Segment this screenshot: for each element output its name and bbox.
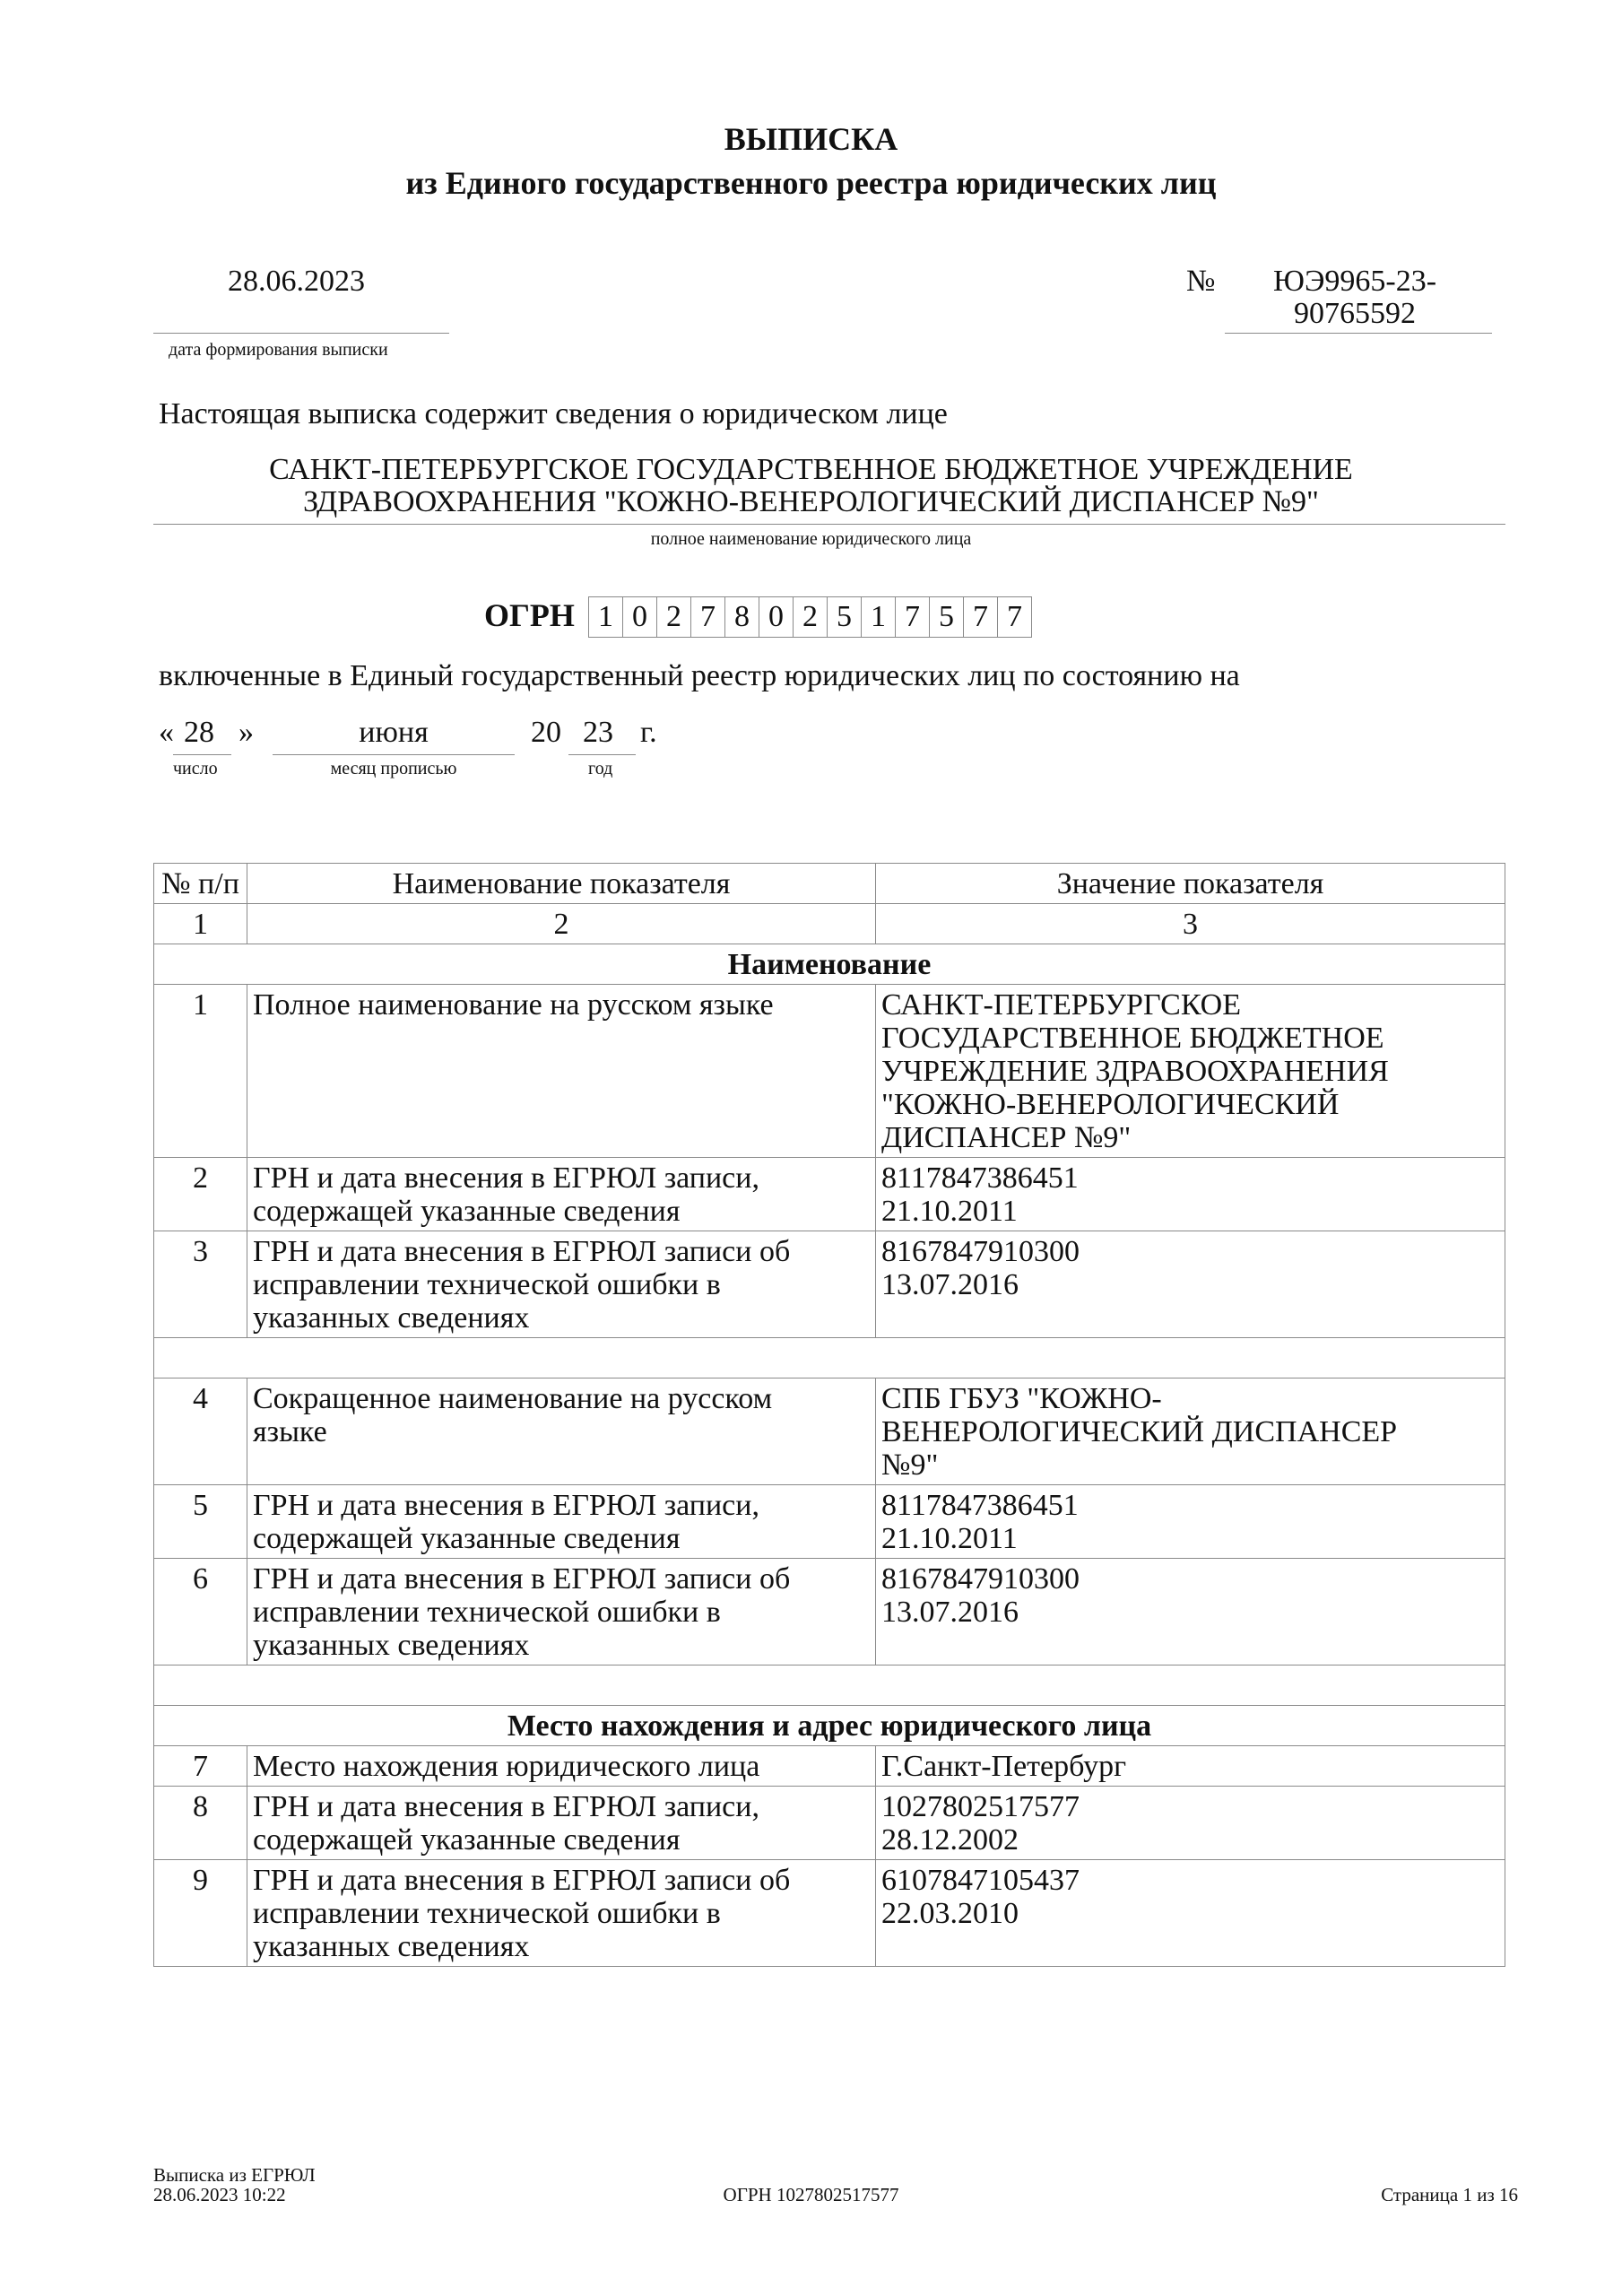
footer-timestamp: 28.06.2023 10:22 bbox=[153, 2184, 286, 2205]
spacer-cell bbox=[154, 1338, 1505, 1378]
row-name: ГРН и дата внесения в ЕГРЮЛ записи, содержащей указанные сведения bbox=[247, 1158, 876, 1231]
table-row bbox=[154, 1485, 1505, 1559]
state-text: включенные в Единый государственный реестр юридических лиц по состоянию на bbox=[159, 659, 1240, 692]
header-cell: Значение показателя bbox=[876, 864, 1505, 904]
row-number: 2 bbox=[154, 1158, 247, 1231]
row-value: 8117847386451 21.10.2011 bbox=[876, 1485, 1505, 1559]
table-row bbox=[154, 1378, 1505, 1485]
row-number: 1 bbox=[154, 985, 247, 1158]
table-row bbox=[154, 985, 1505, 1158]
table-row bbox=[154, 1559, 1505, 1665]
table-header-row bbox=[154, 864, 1505, 904]
column-number: 2 bbox=[247, 904, 876, 944]
table-column-numbers-row bbox=[154, 904, 1505, 944]
org-name-caption: полное наименование юридического лица bbox=[650, 529, 972, 549]
section-title: Место нахождения и адрес юридического лица bbox=[154, 1706, 1505, 1746]
ogrn-digit: 7 bbox=[895, 596, 930, 638]
row-number: 3 bbox=[154, 1231, 247, 1338]
row-number: 6 bbox=[154, 1559, 247, 1665]
quote-open: « bbox=[159, 716, 174, 749]
intro-text: Настоящая выписка содержит сведения о юридическом лице bbox=[159, 397, 948, 430]
register-table bbox=[153, 863, 1505, 1967]
quote-close: » bbox=[239, 716, 254, 749]
row-value: 6107847105437 22.03.2010 bbox=[876, 1860, 1505, 1967]
column-number: 1 bbox=[154, 904, 247, 944]
row-value: 8167847910300 13.07.2016 bbox=[876, 1559, 1505, 1665]
table-row bbox=[154, 1787, 1505, 1860]
month-underline bbox=[273, 754, 515, 755]
ogrn-digit: 1 bbox=[588, 596, 623, 638]
day-caption: число bbox=[173, 759, 218, 778]
section-row-address bbox=[154, 1706, 1505, 1746]
row-name: Место нахождения юридического лица bbox=[247, 1746, 876, 1787]
row-value: САНКТ-ПЕТЕРБУРГСКОЕ ГОСУДАРСТВЕННОЕ БЮДЖЕТНОЕ УЧРЕЖДЕНИЕ ЗДРАВООХРАНЕНИЯ "КОЖНО-ВЕНЕРОЛОГИЧЕСКИЙ ДИСПАНСЕР №9" bbox=[876, 985, 1505, 1158]
year-suffix: г. bbox=[640, 716, 657, 749]
extract-number-line2: 90765592 bbox=[1294, 297, 1416, 330]
row-value: 8117847386451 21.10.2011 bbox=[876, 1158, 1505, 1231]
number-sign: № bbox=[1186, 265, 1216, 298]
section-row-naming bbox=[154, 944, 1505, 985]
state-month: июня bbox=[359, 716, 429, 749]
org-full-name-line2: ЗДРАВООХРАНЕНИЯ "КОЖНО-ВЕНЕРОЛОГИЧЕСКИЙ ДИСПАНСЕР №9" bbox=[303, 485, 1319, 518]
row-name: ГРН и дата внесения в ЕГРЮЛ записи об исправлении технической ошибки в указанных сведениях bbox=[247, 1860, 876, 1967]
ogrn-digit: 5 bbox=[827, 596, 862, 638]
row-name: ГРН и дата внесения в ЕГРЮЛ записи об исправлении технической ошибки в указанных сведениях bbox=[247, 1231, 876, 1338]
row-name: Полное наименование на русском языке bbox=[247, 985, 876, 1158]
state-year: 23 bbox=[583, 716, 613, 749]
year-underline bbox=[568, 754, 636, 755]
row-value: 8167847910300 13.07.2016 bbox=[876, 1231, 1505, 1338]
org-name-underline bbox=[153, 524, 1505, 525]
year-caption: год bbox=[588, 759, 613, 778]
ogrn-digit: 7 bbox=[690, 596, 725, 638]
day-underline bbox=[173, 754, 231, 755]
spacer-cell bbox=[154, 1665, 1505, 1706]
document-title: ВЫПИСКА bbox=[724, 121, 898, 157]
row-value: 1027802517577 28.12.2002 bbox=[876, 1787, 1505, 1860]
header-cell: № п/п bbox=[154, 864, 247, 904]
extract-date: 28.06.2023 bbox=[228, 265, 365, 298]
ogrn-digit: 0 bbox=[622, 596, 657, 638]
ogrn-digit: 5 bbox=[929, 596, 964, 638]
footer-page-number: Страница 1 из 16 bbox=[1381, 2184, 1518, 2205]
footer-ogrn: ОГРН 1027802517577 bbox=[723, 2184, 899, 2205]
row-name: ГРН и дата внесения в ЕГРЮЛ записи, содержащей указанные сведения bbox=[247, 1485, 876, 1559]
ogrn-digit: 8 bbox=[724, 596, 759, 638]
month-caption: месяц прописью bbox=[330, 759, 457, 778]
header-cell: Наименование показателя bbox=[247, 864, 876, 904]
row-value: СПБ ГБУЗ "КОЖНО- ВЕНЕРОЛОГИЧЕСКИЙ ДИСПАНСЕР №9" bbox=[876, 1378, 1505, 1485]
state-century: 20 bbox=[531, 716, 561, 749]
extract-number-line1: ЮЭ9965-23- bbox=[1273, 265, 1437, 298]
section-title: Наименование bbox=[154, 944, 1505, 985]
ogrn-digit-boxes bbox=[589, 596, 1032, 638]
date-underline bbox=[153, 333, 449, 334]
row-number: 9 bbox=[154, 1860, 247, 1967]
column-number: 3 bbox=[876, 904, 1505, 944]
row-value: Г.Санкт-Петербург bbox=[876, 1746, 1505, 1787]
footer-title: Выписка из ЕГРЮЛ bbox=[153, 2164, 316, 2186]
ogrn-digit: 1 bbox=[861, 596, 896, 638]
org-full-name-line1: САНКТ-ПЕТЕРБУРГСКОЕ ГОСУДАРСТВЕННОЕ БЮДЖЕТНОЕ УЧРЕЖДЕНИЕ bbox=[269, 453, 1353, 486]
row-name: ГРН и дата внесения в ЕГРЮЛ записи об исправлении технической ошибки в указанных сведениях bbox=[247, 1559, 876, 1665]
ogrn-digit: 2 bbox=[656, 596, 691, 638]
row-name: ГРН и дата внесения в ЕГРЮЛ записи, содержащей указанные сведения bbox=[247, 1787, 876, 1860]
row-name: Сокращенное наименование на русском языке bbox=[247, 1378, 876, 1485]
row-number: 4 bbox=[154, 1378, 247, 1485]
table-row bbox=[154, 1231, 1505, 1338]
document-subtitle: из Единого государственного реестра юридических лиц bbox=[405, 165, 1217, 201]
row-number: 8 bbox=[154, 1787, 247, 1860]
row-number: 7 bbox=[154, 1746, 247, 1787]
ogrn-digit: 0 bbox=[759, 596, 794, 638]
ogrn-digit: 7 bbox=[963, 596, 998, 638]
table-row bbox=[154, 1158, 1505, 1231]
spacer-row bbox=[154, 1338, 1505, 1378]
date-caption: дата формирования выписки bbox=[169, 340, 388, 360]
table-row bbox=[154, 1860, 1505, 1967]
row-number: 5 bbox=[154, 1485, 247, 1559]
ogrn-digit: 2 bbox=[793, 596, 828, 638]
number-underline bbox=[1225, 333, 1492, 334]
spacer-row bbox=[154, 1665, 1505, 1706]
table-row bbox=[154, 1746, 1505, 1787]
ogrn-label: ОГРН bbox=[484, 597, 575, 633]
state-day: 28 bbox=[184, 716, 214, 749]
ogrn-digit: 7 bbox=[997, 596, 1032, 638]
